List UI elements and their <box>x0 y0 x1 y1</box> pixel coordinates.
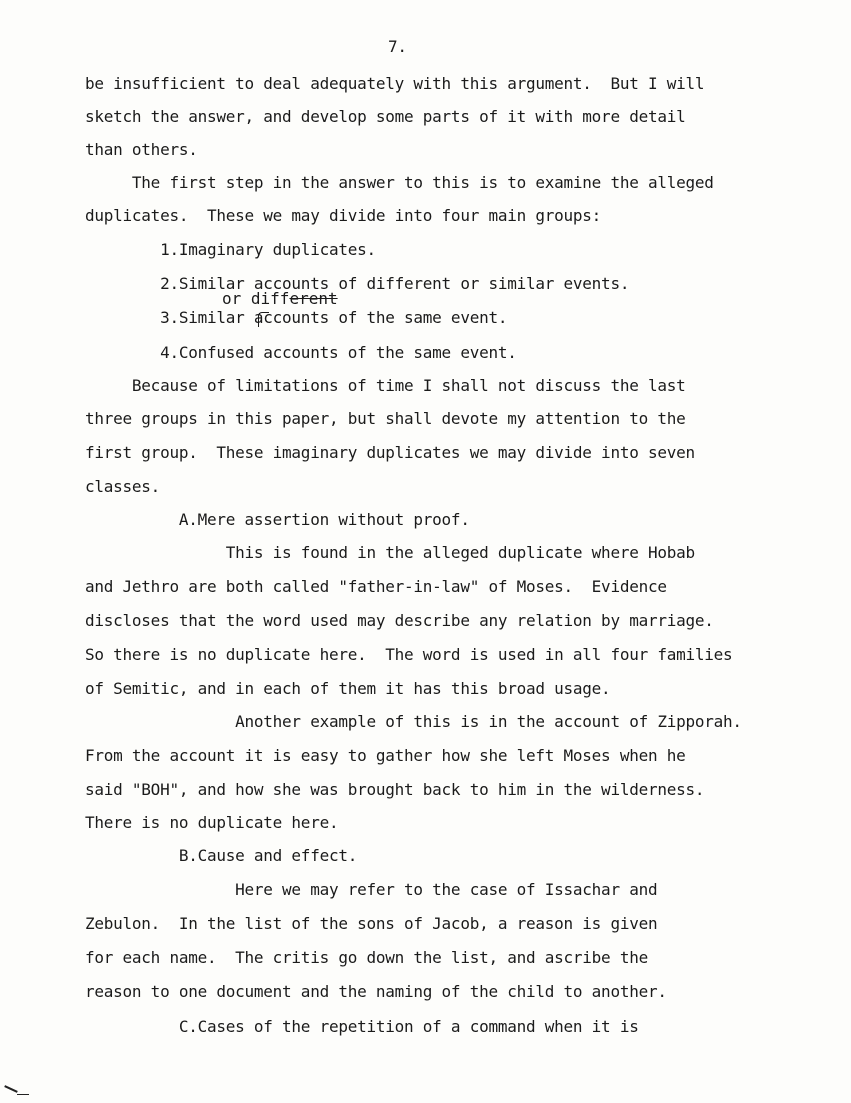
text-line: Because of limitations of time I shall not discuss the last <box>85 376 686 395</box>
section-heading: B.Cause and effect. <box>85 846 358 865</box>
text-line: The first step in the answer to this is to examine the alleged <box>85 173 714 192</box>
text-line: There is no duplicate here. <box>85 813 339 832</box>
text-line: first group. These imaginary duplicates we may divide into seven <box>85 443 695 462</box>
text-line: of Semitic, and in each of them it has this broad usage. <box>85 679 611 698</box>
text-line: Zebulon. In the list of the sons of Jacob, a reason is given <box>85 914 658 933</box>
page-number: 7. <box>388 37 407 56</box>
text-line: Another example of this is in the account of Zipporah. <box>85 712 742 731</box>
text-line: From the account it is easy to gather how she left Moses when he <box>85 746 686 765</box>
text-line: three groups in this paper, but shall devote my attention to the <box>85 409 686 428</box>
scan-mark <box>4 1085 18 1093</box>
text-line: be insufficient to deal adequately with this argument. But I will <box>85 74 705 93</box>
text-line: reason to one document and the naming of the child to another. <box>85 982 667 1001</box>
text-line: duplicates. These we may divide into four main groups: <box>85 206 602 225</box>
text-line: discloses that the word used may describe any relation by marriage. <box>85 611 714 630</box>
section-heading: C.Cases of the repetition of a command when it is <box>85 1017 639 1036</box>
list-item: 4.Confused accounts of the same event. <box>85 343 517 362</box>
handwritten-insertion <box>222 289 338 309</box>
insertion-text: or diff <box>222 289 290 308</box>
section-heading: A.Mere assertion without proof. <box>85 510 470 529</box>
list-item: 3.Similar accounts of the same event. <box>85 308 508 327</box>
text-line: said "BOH", and how she was brought back to him in the wilderness. <box>85 780 705 799</box>
list-item: 2.Similar accounts of different or similar events. <box>85 274 630 293</box>
text-line: This is found in the alleged duplicate where Hobab <box>85 543 695 562</box>
list-item: 1.Imaginary duplicates. <box>85 240 376 259</box>
text-line: and Jethro are both called "father-in-law" of Moses. Evidence <box>85 577 667 596</box>
text-line: for each name. The critis go down the list, and ascribe the <box>85 948 648 967</box>
text-line: Here we may refer to the case of Issachar and <box>85 880 658 899</box>
text-line: sketch the answer, and develop some parts of it with more detail <box>85 107 686 126</box>
text-line: than others. <box>85 140 198 159</box>
scan-mark <box>17 1094 29 1095</box>
text-line: classes. <box>85 477 161 496</box>
text-line: So there is no duplicate here. The word is used in all four families <box>85 645 733 664</box>
struck-text: erent <box>289 289 338 308</box>
